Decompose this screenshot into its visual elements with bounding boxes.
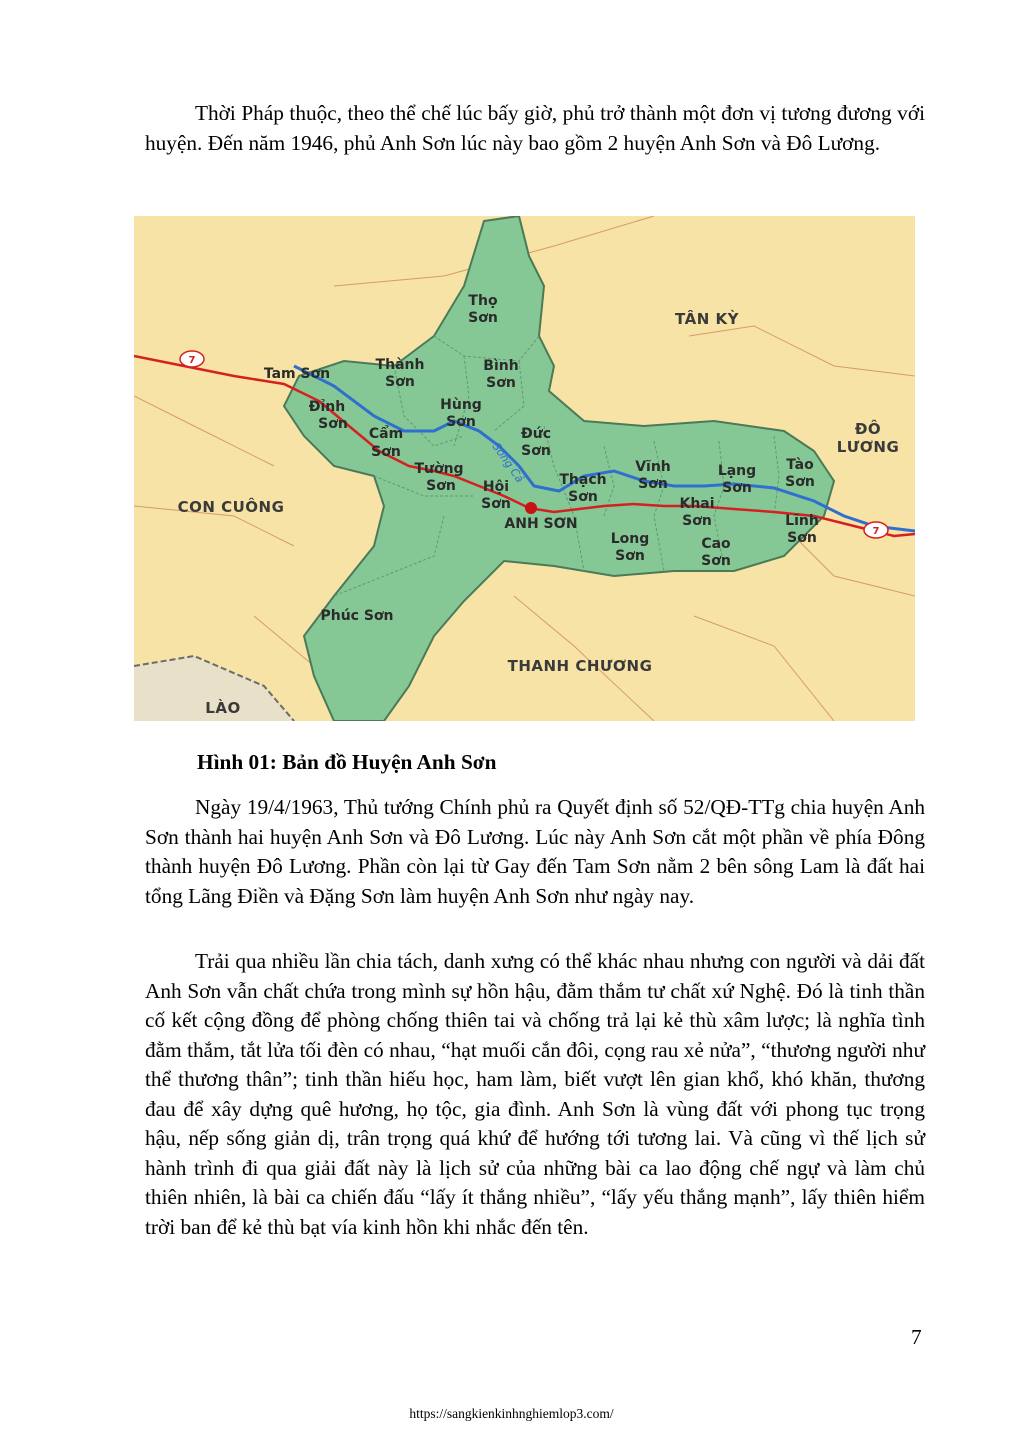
svg-text:Thạch: Thạch: [559, 472, 607, 488]
svg-text:Sơn: Sơn: [682, 513, 712, 529]
svg-text:Khai: Khai: [679, 496, 715, 512]
district-map-svg: [134, 216, 915, 721]
paragraph-3: Trải qua nhiều lần chia tách, danh xưng có thể khác nhau nhưng con người và dải đất Anh Sơn vẫn chất chứa trong mình sự hồn hậu, đằm thắm tư chất xứ Nghệ. Đó là tinh thần cố kết cộng đồng để phòng chống thiên tai và chống trả lại kẻ thù xâm lược; là nghĩa tình đằm thắm, tắt lửa tối đèn có nhau, “hạt muối cắn đôi, cọng rau xẻ nửa”, “thương người như thể thương thân”; tinh thần hiếu học, ham làm, biết vượt lên gian khổ, khó khăn, thương đau để xây dựng quê hương, họ tộc, gia đình. Anh Sơn là vùng đất với phong tục trọng hậu, nếp sống giản dị, trân trọng quá khứ để hướng tới tương lai. Và cũng vì thế lịch sử hành trình đi qua giải đất này là lịch sử của những bài ca lao động chế ngự và làm chủ thiên nhiên, là bài ca chiến đấu “lấy ít thắng nhiều”, “lấy yếu thắng mạnh”, lấy thiên hiểm trời ban để kẻ thù bạt vía kinh hồn khi nhắc đến tên.: [145, 949, 925, 1239]
road-7-badge-east: [864, 522, 888, 538]
svg-text:Sơn: Sơn: [426, 478, 456, 494]
paragraph-1: Thời Pháp thuộc, theo thể chế lúc bấy giờ, phủ trở thành một đơn vị tương đương với huyện. Đến năm 1946, phủ Anh Sơn lúc này bao gồm 2 huyện Anh Sơn và Đô Lương.: [145, 101, 925, 155]
svg-text:Sơn: Sơn: [446, 414, 476, 430]
commune-lang-son: [718, 463, 756, 496]
svg-text:Sơn: Sơn: [568, 489, 598, 505]
svg-text:Cẩm: Cẩm: [368, 426, 404, 442]
svg-text:Cao: Cao: [701, 536, 731, 552]
svg-text:Lĩnh: Lĩnh: [785, 513, 819, 529]
svg-text:Sơn: Sơn: [787, 530, 817, 546]
town-anh-son-label: ANH SƠN: [504, 516, 578, 532]
region-con-cuong: CON CUÔNG: [177, 498, 285, 516]
commune-tao-son: [785, 457, 815, 490]
svg-text:Bình: Bình: [483, 358, 519, 374]
commune-tam-son: [264, 366, 330, 382]
commune-hoi-son: [481, 479, 511, 512]
svg-text:Thọ: Thọ: [468, 293, 498, 309]
svg-text:Sơn: Sơn: [385, 374, 415, 390]
svg-text:Sơn: Sơn: [371, 444, 401, 460]
region-do-luong-line2: LƯƠNG: [836, 438, 900, 456]
figure-caption: Hình 01: Bản đồ Huyện Anh Sơn: [197, 750, 497, 774]
svg-text:Sơn: Sơn: [701, 553, 731, 569]
commune-binh-son: [483, 358, 518, 391]
svg-text:Sơn: Sơn: [318, 416, 348, 432]
commune-linh-son: [785, 513, 819, 546]
svg-text:Lạng: Lạng: [717, 463, 757, 479]
svg-text:Đức: Đức: [521, 426, 551, 442]
river-label: Sông Cả: [489, 440, 527, 486]
svg-text:Sơn: Sơn: [615, 548, 645, 564]
region-thanh-chuong: THANH CHƯƠNG: [507, 657, 653, 675]
svg-text:Sơn: Sơn: [486, 375, 516, 391]
svg-text:Đỉnh: Đỉnh: [308, 399, 346, 415]
svg-text:Sơn: Sơn: [722, 480, 752, 496]
road-7-badge-west: [180, 351, 204, 367]
commune-phuc-son: [320, 608, 393, 624]
commune-hung-son: [440, 397, 482, 430]
svg-text:7: 7: [872, 526, 880, 537]
svg-text:Sơn: Sơn: [468, 310, 498, 326]
svg-text:7: 7: [188, 355, 196, 366]
anh-son-town-marker: [525, 502, 537, 514]
region-lao: LÀO: [205, 699, 241, 717]
commune-long-son: [611, 531, 650, 564]
svg-text:Tam Sơn: Tam Sơn: [263, 366, 331, 382]
region-do-luong-line1: ĐÔ: [854, 420, 882, 438]
commune-vinh-son: [635, 459, 671, 492]
svg-text:Phúc Sơn: Phúc Sơn: [320, 608, 394, 624]
svg-text:Tường: Tường: [414, 461, 464, 477]
commune-khai-son: [679, 496, 714, 529]
svg-text:Sơn: Sơn: [481, 496, 511, 512]
commune-cao-son: [701, 536, 731, 569]
svg-text:Hội: Hội: [482, 479, 510, 495]
svg-text:Hùng: Hùng: [440, 397, 482, 413]
svg-text:Sơn: Sơn: [785, 474, 815, 490]
commune-duc-son: [521, 426, 551, 459]
svg-text:Tào: Tào: [786, 457, 814, 473]
region-tan-ky: TÂN KỲ: [675, 310, 739, 328]
district-map: [134, 216, 915, 721]
commune-tho-son: [468, 293, 498, 326]
svg-text:Thành: Thành: [375, 357, 425, 373]
page-number: 7: [911, 1325, 922, 1349]
svg-text:Vĩnh: Vĩnh: [635, 459, 671, 475]
footer-url: https://sangkienkinhnghiemlop3.com/: [409, 1406, 614, 1421]
svg-text:Long: Long: [610, 531, 650, 547]
svg-text:Sơn: Sơn: [638, 476, 668, 492]
svg-text:Sơn: Sơn: [521, 443, 551, 459]
paragraph-2: Ngày 19/4/1963, Thủ tướng Chính phủ ra Quyết định số 52/QĐ-TTg chia huyện Anh Sơn thành hai huyện Anh Sơn và Đô Lương. Lúc này Anh Sơn cắt một phần về phía Đông thành huyện Đô Lương. Phần còn lại từ Gay đến Tam Sơn nằm 2 bên sông Lam là đất hai tổng Lãng Điền và Đặng Sơn làm huyện Anh Sơn như ngày nay.: [145, 795, 925, 908]
